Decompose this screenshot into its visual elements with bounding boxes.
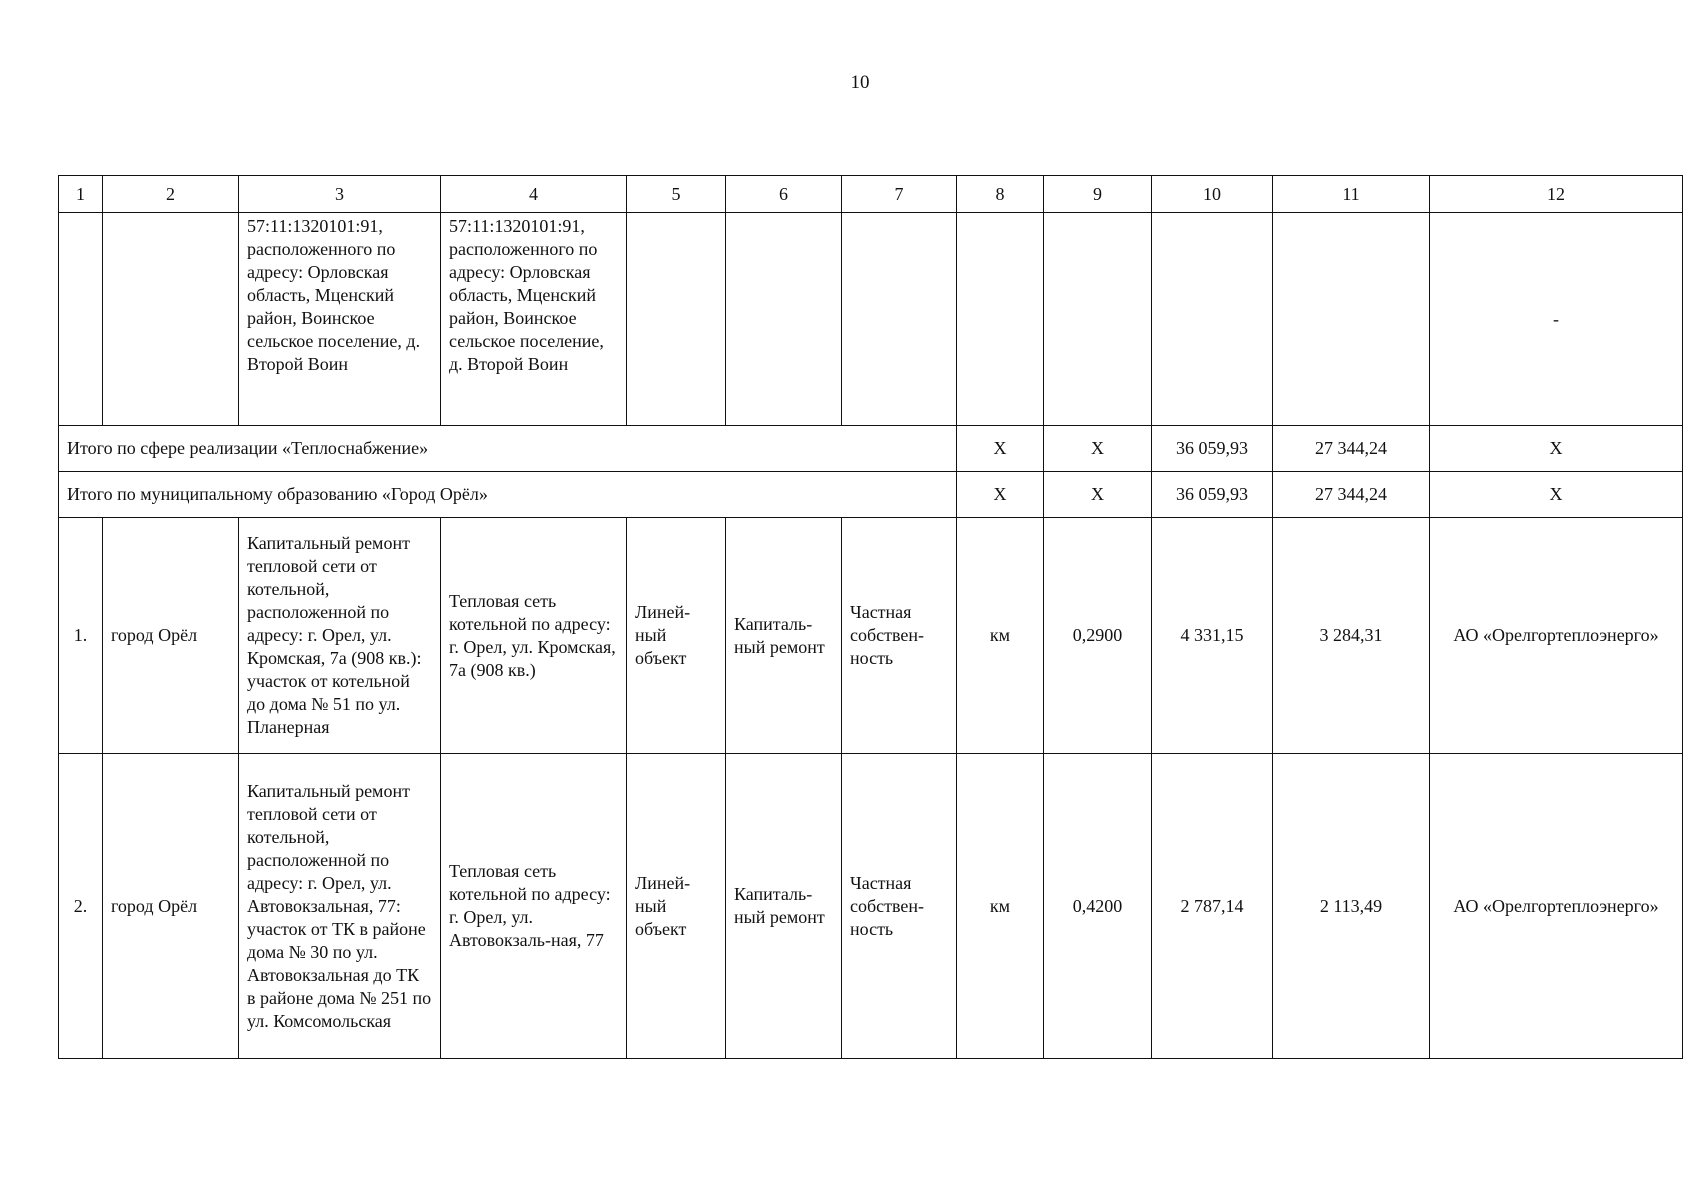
total-col9: Х xyxy=(1044,472,1152,518)
row-ownership: Частная собствен-ность xyxy=(842,518,957,754)
column-number-5: 5 xyxy=(627,176,726,213)
total-row-municipality xyxy=(59,472,1683,518)
row-cost-2: 2 113,49 xyxy=(1273,754,1430,1059)
cell-empty xyxy=(627,213,726,426)
total-col11: 27 344,24 xyxy=(1273,426,1430,472)
cell-empty xyxy=(1044,213,1152,426)
row-work: Капиталь-ный ремонт xyxy=(726,518,842,754)
continuation-name-cell: 57:11:1320101:91, расположенного по адресу: Орловская область, Мценский район, Воинское сельское поселение, д. Второй Воин xyxy=(239,213,441,426)
column-number-6: 6 xyxy=(726,176,842,213)
row-name: Капитальный ремонт тепловой сети от котельной, расположенной по адресу: г. Орел, ул. Автовокзальная, 77: участок от ТК в районе дома № 30 по ул. Автовокзальная до ТК в районе дома № 251 по ул. Комсомольская xyxy=(239,754,441,1059)
column-number-1: 1 xyxy=(59,176,103,213)
total-label: Итого по сфере реализации «Теплоснабжение» xyxy=(59,426,957,472)
row-cost: 2 787,14 xyxy=(1152,754,1273,1059)
cell-empty xyxy=(103,213,239,426)
cell-empty xyxy=(1152,213,1273,426)
row-unit: км xyxy=(957,518,1044,754)
continuation-operator-cell: - xyxy=(1430,213,1683,426)
row-ownership: Частная собствен-ность xyxy=(842,754,957,1059)
column-number-11: 11 xyxy=(1273,176,1430,213)
column-number-8: 8 xyxy=(957,176,1044,213)
cell-empty xyxy=(1273,213,1430,426)
row-number: 2. xyxy=(59,754,103,1059)
row-object: Тепловая сеть котельной по адресу: г. Орел, ул. Кромская, 7а (908 кв.) xyxy=(441,518,627,754)
table-row xyxy=(59,518,1683,754)
row-municipality: город Орёл xyxy=(103,518,239,754)
row-type: Линей-ный объект xyxy=(627,518,726,754)
row-municipality: город Орёл xyxy=(103,754,239,1059)
row-cost: 4 331,15 xyxy=(1152,518,1273,754)
row-name: Капитальный ремонт тепловой сети от котельной, расположенной по адресу: г. Орел, ул. Кромская, 7а (908 кв.): участок от котельной до дома № 51 по ул. Планерная xyxy=(239,518,441,754)
row-type: Линей-ный объект xyxy=(627,754,726,1059)
page-number: 10 xyxy=(850,72,870,93)
cell-empty xyxy=(59,213,103,426)
total-label: Итого по муниципальному образованию «Город Орёл» xyxy=(59,472,957,518)
total-col8: Х xyxy=(957,426,1044,472)
total-col10: 36 059,93 xyxy=(1152,426,1273,472)
total-col9: Х xyxy=(1044,426,1152,472)
table-row xyxy=(59,754,1683,1059)
row-unit: км xyxy=(957,754,1044,1059)
row-cost-2: 3 284,31 xyxy=(1273,518,1430,754)
cell-empty xyxy=(726,213,842,426)
row-operator: АО «Орелгортеплоэнерго» xyxy=(1430,518,1683,754)
row-number: 1. xyxy=(59,518,103,754)
column-number-4: 4 xyxy=(441,176,627,213)
total-col11: 27 344,24 xyxy=(1273,472,1430,518)
column-number-10: 10 xyxy=(1152,176,1273,213)
column-number-2: 2 xyxy=(103,176,239,213)
continuation-object-cell: 57:11:1320101:91, расположенного по адресу: Орловская область, Мценский район, Воинское сельское поселение, д. Второй Воин xyxy=(441,213,627,426)
total-col12: Х xyxy=(1430,426,1683,472)
cell-empty xyxy=(842,213,957,426)
investment-table xyxy=(58,175,1683,1059)
row-operator: АО «Орелгортеплоэнерго» xyxy=(1430,754,1683,1059)
total-col10: 36 059,93 xyxy=(1152,472,1273,518)
continuation-row xyxy=(59,213,1683,426)
row-object: Тепловая сеть котельной по адресу: г. Орел, ул. Автовокзаль-ная, 77 xyxy=(441,754,627,1059)
column-number-7: 7 xyxy=(842,176,957,213)
column-number-row xyxy=(59,176,1683,213)
total-row-heat-supply xyxy=(59,426,1683,472)
column-number-12: 12 xyxy=(1430,176,1683,213)
column-number-3: 3 xyxy=(239,176,441,213)
total-col12: Х xyxy=(1430,472,1683,518)
row-capacity: 0,2900 xyxy=(1044,518,1152,754)
row-work: Капиталь-ный ремонт xyxy=(726,754,842,1059)
row-capacity: 0,4200 xyxy=(1044,754,1152,1059)
cell-empty xyxy=(957,213,1044,426)
total-col8: Х xyxy=(957,472,1044,518)
column-number-9: 9 xyxy=(1044,176,1152,213)
